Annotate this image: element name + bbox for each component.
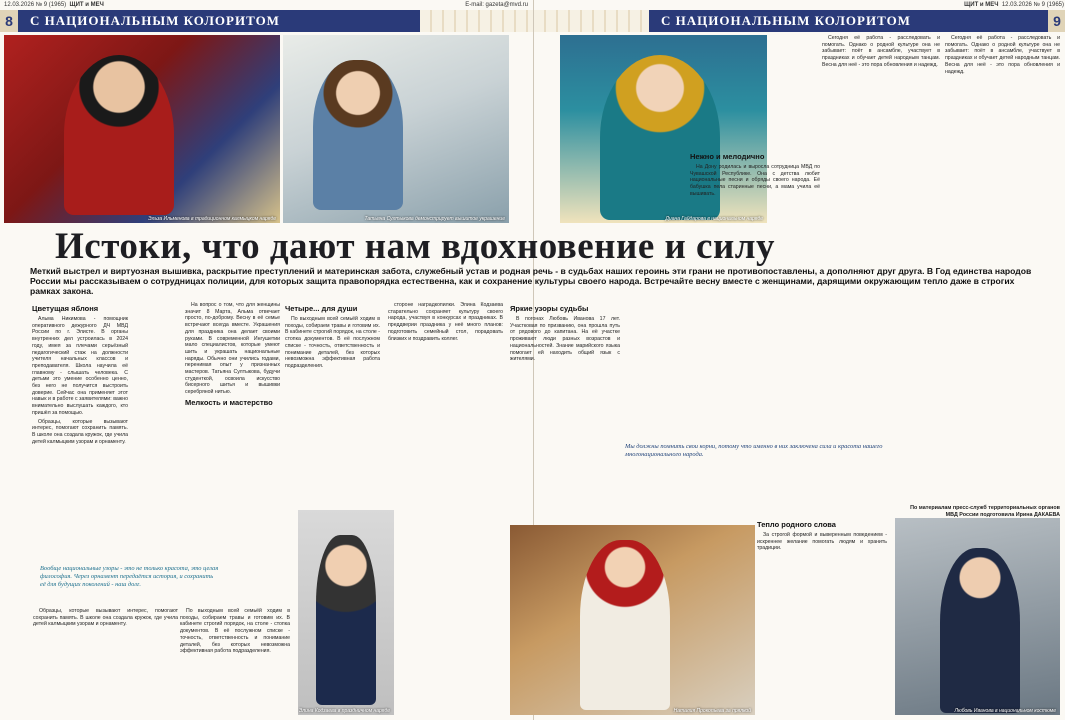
- column-3: [285, 302, 380, 512]
- figure-shape: [580, 540, 670, 710]
- col1-text: Альма Никимова - помощник оперативного дежурного ДЧ МВД России по г. Элисте. В органы внутренних дел устроилась в 2024 году, имея за плечами серьёзный педагогический стаж на должности учителя начальных классов и преподавателя. Школа научила её главному - слышать человека. С детьми это умение особенно ценно, без него не получится выстроить доверие. Сейчас она применяет этот навык и в работе с заявителями: важно внимательно выслушать каждого, кто пришёл за помощью.: [32, 316, 128, 416]
- col6-text: На Дону родилась и выросла сотрудница МВД по Чувашской Республике. Она с детства любит национальные песни и обряды своего народа. Её бабушка пела старинные песни, а мама учила её вышивать.: [690, 164, 820, 197]
- column-4: [388, 302, 503, 512]
- column-7-top: [822, 35, 940, 240]
- column-bottom-left: [33, 608, 178, 716]
- right-page-number: 9: [1048, 10, 1065, 32]
- col8-text: Сегодня её работа - расследовать и помогать. Однако о родной культуре она не забывает: поёт в ансамбле, участвует в праздниках и обучает детей народным танцам. Весна для неё - это пора обновления и надежд.: [945, 35, 1060, 75]
- photo3-caption: Диана Гайдарова в национальном наряде: [665, 216, 763, 222]
- col3-heading: Четыре... для души: [285, 304, 358, 313]
- photo6-caption: Любовь Иванова в национальном костюме: [954, 708, 1056, 714]
- article-lead: Меткий выстрел и виртуозная вышивка, раскрытие преступлений и материнская забота, служебный устав и родная речь - в судьбах наших героинь эти грани не противопоставлены, а дополняют друг друга. В Год единства народов России мы рассказываем о сотрудницах полиции, для которых защита правопорядка естественна, как и сохранение культуры своего народа. Встречайте весну вместе с женщинами, дарящими окружающим тепло даже в строгих рамках закона.: [30, 266, 1032, 297]
- figure-shape: [316, 535, 376, 705]
- col3-text: По выходным всей семьёй ходим в походы, собираем травы и готовим их. В кабинете строгий порядок, на столе - стопка документов. В её послужном списке - точность, ответственность и понимание деталей, без которых невозможна эффективная работа подразделения.: [285, 316, 380, 369]
- col4-text: стороне наградкопилки. Элина Кодзаева старательно сохраняет культуру своего народа, участвуя в конкурсах и праздниках. В преддверии праздника у неё много планов: подготовить семейный стол, порадовать близких и поздравить коллег.: [388, 302, 503, 342]
- right-section-band: [649, 10, 1065, 32]
- figure-shape: [64, 55, 174, 215]
- column-1: [32, 302, 128, 587]
- left-page-number: 8: [0, 10, 18, 32]
- right-date: ЩИТ и МЕЧ 12.03.2026 № 9 (1965): [964, 1, 1064, 8]
- col1-heading: Цветущая яблоня: [32, 304, 99, 313]
- column-6: [690, 150, 820, 520]
- col5-heading: Яркие узоры судьбы: [510, 304, 589, 313]
- col5-text: В погонах Любовь Иванова 17 лет. Участковая по призванию, она прошла путь от рядового до капитана. На её участке проживают люди разных возрастов и национальностей. Знание марийского языка помогает ей находить общий язык с жителями.: [510, 316, 620, 363]
- col1-text2: Образцы, которые вызывают интерес, помогают сохранить память. В школе она создала кружок, где учила детей калмыцким узорам и орнаменту.: [32, 418, 128, 445]
- right-ornament: [534, 10, 649, 32]
- photo1-caption: Эльза Ильменова в традиционном калмыцком наряде: [148, 216, 276, 222]
- photo5-caption: Наталия Прокопьева за прялкой: [673, 708, 751, 714]
- photo-lyubov-costume: [895, 518, 1060, 715]
- photo2-caption: Татьяна Султыкова демонстрирует вышитое украшение: [364, 216, 505, 222]
- col6-heading2: Тепло родного слова: [757, 520, 836, 529]
- left-date: 12.03.2026 № 9 (1965) ЩИТ и МЕЧ: [4, 1, 104, 8]
- col7-text: Сегодня её работа - расследовать и помогать. Однако о родной культуре она не забывает: поёт в ансамбле, участвует в праздниках и обучает детей народным танцам. Весна для неё - это пора обновления и надежд.: [822, 35, 940, 68]
- figure-shape: [940, 548, 1020, 713]
- column-bottom-2: [180, 608, 290, 716]
- right-section-title: С НАЦИОНАЛЬНЫМ КОЛОРИТОМ: [661, 13, 911, 28]
- article-credits: По материалам пресс-служб территориальных органов МВД России подготовила Ирина ДАКАЕВА: [910, 505, 1060, 518]
- col2-text: На вопрос о том, что для женщины значит 8 Марта, Альма отвечает просто, по-доброму. Весну в её семье встречают всегда вместе. Украшения для праздника она делает своими руками. В современной Ингушетии мало специалистов, которые умеют шить и украшать национальные наряды. Обычно они учились годами, перенимая опыт у признанных мастеров. Татьяна Султыкова, будучи студенткой, освоила искусство бисерного шитья и вышивки серебряной нитью.: [185, 302, 280, 396]
- col6-text2: За строгой формой и выверенным поведением - искреннее желание помогать людям и хранить традиции.: [757, 532, 887, 552]
- left-ornament: [420, 10, 533, 32]
- left-section-band: [0, 10, 420, 32]
- col2-bottom-text: По выходным всей семьёй ходим в походы, собираем травы и готовим их. В кабинете строгий порядок, на столе - стопка документов. В её послужном списке - точность, ответственность и понимание деталей, без которых невозможна эффективная работа подразделения.: [180, 608, 290, 655]
- photo4-caption: Элина Кодзаева в праздничном наряде: [298, 708, 390, 714]
- quote-left: Вообще национальные узоры - это не только красота, это целая философия. Через орнамент передаётся история, и сохранить её для будущих поколений - наш долг.: [40, 565, 219, 588]
- col1-bottom-text: Образцы, которые вызывают интерес, помогают сохранить память. В школе она создала кружок, где учила детей калмыцким узорам и орнаменту.: [33, 608, 178, 628]
- left-email: E-mail: gazeta@mvd.ru: [465, 1, 528, 8]
- col2-heading: Мелкость и мастерство: [185, 397, 273, 407]
- column-bottom-right: [757, 518, 887, 718]
- photo-elina: [298, 510, 394, 715]
- col6-heading: Нежно и мелодично: [690, 152, 765, 161]
- article-headline: Истоки, что дают нам вдохновение и силу: [55, 226, 776, 267]
- photo-natalia-spinning-wheel: [510, 525, 755, 715]
- quote-right: Мы должны помнить свои корни, потому что именно в них заключена сила и красота нашего многонационального народа.: [625, 443, 883, 458]
- photo-alma-traditional-dress: [4, 35, 280, 223]
- column-2: [185, 302, 280, 552]
- figure-shape: [313, 60, 403, 210]
- column-5: [510, 302, 620, 512]
- column-8: [945, 35, 1060, 505]
- left-section-title: С НАЦИОНАЛЬНЫМ КОЛОРИТОМ: [30, 13, 280, 28]
- photo-tatiana-embroidery: [283, 35, 509, 223]
